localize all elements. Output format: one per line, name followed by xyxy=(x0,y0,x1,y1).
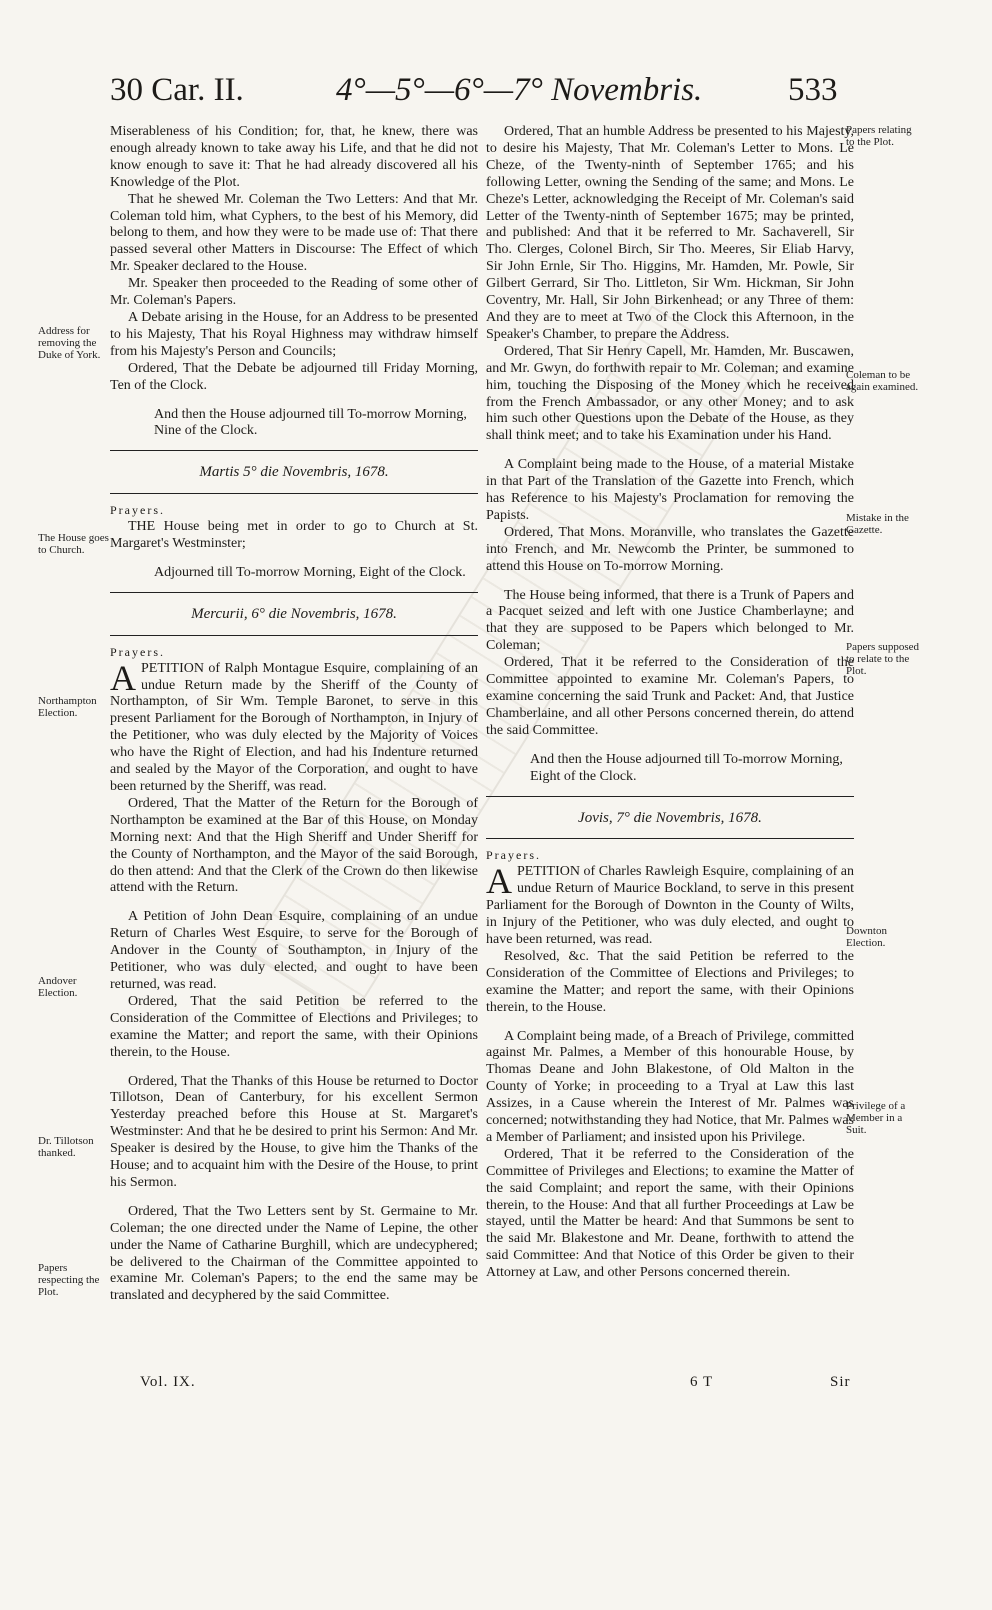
regnal-year: 30 Car. II. xyxy=(110,72,244,108)
sitting-date: Martis 5° die Novembris, 1678. xyxy=(199,464,389,481)
paragraph: A Petition of John Dean Esquire, complaining of an undue Return of Charles West Esquire, to serve for the Borough of Andover in the County of Southampton, in Injury of the Petitioner, who was duly elected, and ought to have been returned, was read. xyxy=(110,909,478,992)
paragraph: Ordered, That the said Petition be referred to the Consideration of the Committee of Elections and Privileges; to examine the Matter; and report the same, with their Opinions therein, to the House. xyxy=(110,993,478,1060)
paragraph: Ordered, That the Two Letters sent by St. Germaine to Mr. Coleman; the one directed under the Name of Lepine, the other under the Name of Catharine Burghill, which are undecyphered; be delivered to the Chairman of the Committee appointed to examine Mr. Coleman's Papers; to the end the same may be translated and decyphered by the said Committee. xyxy=(110,1203,478,1304)
margin-note-address-duke-of-york: Address for removing the Duke of York. xyxy=(38,325,101,361)
margin-note-northampton-election: Northampton Election. xyxy=(38,695,97,719)
paragraph xyxy=(110,657,478,796)
paragraph: THE House being met in order to go to Church at St. Margaret's Westminster; xyxy=(110,519,478,552)
sitting-date: Jovis, 7° die Novembris, 1678. xyxy=(578,809,762,826)
adjournment xyxy=(154,407,478,441)
paragraph xyxy=(486,861,854,949)
margin-note-papers-respecting-plot: Papers respecting the Plot. xyxy=(38,1262,100,1298)
drop-cap-rest: PETITION of Ralph Montague Esquire, complaining of an undue Return made by the Sheriff of the County of Northampton, of Sir Wm. Temple Baronet, to serve in this present Parliament for the Borough of Northampton, in Injury of the Petitioner, who was duly elected by the Majority of Voices who have the Right of Election, and had his Indenture returned and sealed by the Mayor of the Corporation, and ought to have been returned by the Sheriff, was read. xyxy=(110,660,478,794)
margin-note-papers-supposed-plot: Papers supposed to relate to the Plot. xyxy=(846,641,920,677)
paragraph: Ordered, That the Thanks of this House be returned to Doctor Tillotson, Dean of Canterbury, for his excellent Sermon Yesterday preached before this House at St. Margaret's Westminster: And that he be desired to print his Sermon: And Mr. Speaker is desired by the House, to give him the Thanks of the House; and to acquaint him with the Desire of the House, to print his Sermon. xyxy=(110,1073,478,1190)
volume-footer: Vol. IX. xyxy=(140,1374,196,1390)
prayers-heading: Prayers. xyxy=(110,503,165,518)
paragraph: Resolved, &c. That the said Petition be referred to the Consideration of the Committee of Elections and Privileges; to examine the Matter; and report the same, with their Opinions therein, to the House. xyxy=(486,948,854,1015)
paragraph: That he shewed Mr. Coleman the Two Letters: And that Mr. Coleman told him, what Cyphers, to the best of his Memory, did belong to them, and how they were to be made use of: That there passed several other Matters in Discourse: The Effect of which Mr. Speaker declared to the House. xyxy=(110,191,478,275)
drop-cap-letter: A xyxy=(486,861,512,902)
catchword: Sir xyxy=(830,1374,851,1390)
drop-cap-letter: A xyxy=(110,657,136,698)
paragraph: A Debate arising in the House, for an Address to be presented to his Majesty, That his Royal Highness may withdraw himself from his Majesty's Person and Councils; xyxy=(110,309,478,359)
paragraph: Ordered, That it be referred to the Consideration of the Committee of Privileges and Elections; to examine the Matter of the said Complaint; and report the same, with their Opinions therein, to the House: And that all further Proceedings at Law be stayed, until the Matter be heard: And that Summons be sent to the said Mr. Blakestone and Mr. Deane, forthwith to attend the said Committee: And that Notice of this Order be given to their Attorney at Law, and other Persons concerned therein. xyxy=(486,1146,854,1281)
paragraph: Ordered, That Sir Henry Capell, Mr. Hamden, Mr. Buscawen, and Mr. Gwyn, do forthwith repair to Mr. Coleman; and examine him, touching the Disposing of the Money which he received from the French Ambassador, or any other Money; and to ask him such other Questions upon the Debate of the House, as they shall think meet; and to take his Examination under his Hand. xyxy=(486,343,854,444)
margin-note-tillotson-thanked: Dr. Tillotson thanked. xyxy=(38,1135,94,1159)
signature-mark: 6 T xyxy=(690,1374,714,1390)
section-rule xyxy=(486,796,854,797)
margin-note-coleman-examined: Coleman to be again examined. xyxy=(846,369,919,393)
margin-note-downton-election: Downton Election. xyxy=(846,925,887,949)
margin-note-house-goes-to-church: The House goes to Church. xyxy=(38,532,109,556)
paragraph: Ordered, That Mons. Moranville, who translates the Gazette into French, and Mr. Newcomb the Printer, be summoned to attend this House on To-morrow Morning. xyxy=(486,524,854,574)
paragraph: Ordered, That an humble Address be presented to his Majesty, to desire his Majesty, That Mr. Coleman's Letter to Mons. Le Cheze, of the Twenty-ninth of September 1765; and his following Letter, owning the Sending of the same; and Mons. Le Cheze's Letter, acknowledging the Receipt of Mr. Coleman's said Letter of the Twenty-ninth of September 1675; may be printed, and published: And that it be referred to Mr. Sachaverell, Sir Tho. Clerges, Colonel Birch, Sir Tho. Meeres, Sir Eliab Harvy, Sir John Ernle, Sir Tho. Higgins, Mr. Hamden, Mr. Powle, Sir Gilbert Gerrard, Sir Tho. Littleton, Sir Wm. Hickman, Sir John Coventry, Mr. Hall, Sir John Birkenhead; or any Three of them: And they are to meet at Two of the Clock this Afternoon, in the Speaker's Chamber, to prepare the Address. xyxy=(486,124,854,342)
adjournment xyxy=(154,565,478,582)
adjournment-text: And then the House adjourned till To-morrow Morning, Eight of the Clock. xyxy=(530,751,843,784)
right-column xyxy=(486,124,854,1282)
section-rule xyxy=(110,493,478,494)
section-rule xyxy=(110,635,478,636)
paragraph: Miserableness of his Condition; for, that, he knew, there was enough already known to take away his Life, and that he did not know enough to save it: That he had already discovered all his Knowledge of the Plot. xyxy=(110,124,478,190)
margin-note-papers-relating-plot: Papers relating to the Plot. xyxy=(846,124,912,148)
paragraph: The House being informed, that there is a Trunk of Papers and a Pacquet seized and left with one Justice Chamberlayne; and that they are supposed to be Papers which belonged to Mr. Coleman; xyxy=(486,587,854,654)
sitting-date: Mercurii, 6° die Novembris, 1678. xyxy=(191,605,397,622)
paragraph: Ordered, That it be referred to the Consideration of the Committee appointed to examine Mr. Coleman's Papers, to examine concerning the said Trunk and Packet: And, that Justice Chamberlaine, and all other Persons concerned therein, do attend the said Committee. xyxy=(486,655,854,738)
adjournment xyxy=(530,752,854,786)
section-rule xyxy=(486,838,854,839)
paragraph: A Complaint being made, of a Breach of Privilege, committed against Mr. Palmes, a Member of this honourable House, by Thomas Deane and John Blakestone, of Old Malton in the County of Yorke; in proceeding to a Tryal at Law this last Assizes, in a Cause wherein the Interest of Mr. Palmes was concerned; notwithstanding they had Notice, that Mr. Palmes was a Member of Parliament; and insisted upon his Privilege. xyxy=(486,1028,854,1145)
section-rule xyxy=(110,450,478,451)
margin-note-gazette-mistake: Mistake in the Gazette. xyxy=(846,512,909,536)
page-number: 533 xyxy=(788,72,838,108)
prayers-heading: Prayers. xyxy=(110,644,165,659)
running-dates: 4°—5°—6°—7° Novembris. xyxy=(336,72,703,108)
section-rule xyxy=(110,592,478,593)
paragraph: A Complaint being made to the House, of a material Mistake in that Part of the Translation of the Gazette into French, which has Reference to his Majesty's Proclamation for removing the Papists. xyxy=(486,457,854,523)
adjournment-text: And then the House adjourned till To-morrow Morning, Nine of the Clock. xyxy=(154,406,467,439)
paragraph: Ordered, That the Matter of the Return for the Borough of Northampton be examined at the Bar of this House, on Monday Morning next: And that the High Sheriff and Under Sheriff for the County of Northampton, and the Mayor of the said Borough, do then attend: And that the Clerk of the Crown do then likewise attend with the Return. xyxy=(110,795,478,896)
margin-note-andover-election: Andover Election. xyxy=(38,975,78,999)
paragraph: Ordered, That the Debate be adjourned till Friday Morning, Ten of the Clock. xyxy=(110,360,478,393)
margin-note-privilege-member: Privilege of a Member in a Suit. xyxy=(846,1100,906,1136)
prayers-heading: Prayers. xyxy=(486,848,541,863)
drop-cap-rest: PETITION of Charles Rawleigh Esquire, complaining of an undue Return of Maurice Bockland, to serve in this present Parliament for the Borough of Downton in the County of Wilts, in Injury of the Petitioner, who was duly elected, and ought to have been returned, was read. xyxy=(486,864,854,947)
paragraph: Mr. Speaker then proceeded to the Reading of some other of Mr. Coleman's Papers. xyxy=(110,276,478,309)
adjournment-text: Adjourned till To-morrow Morning, Eight of the Clock. xyxy=(154,564,466,580)
left-column xyxy=(110,124,478,1305)
page-header xyxy=(110,72,910,118)
